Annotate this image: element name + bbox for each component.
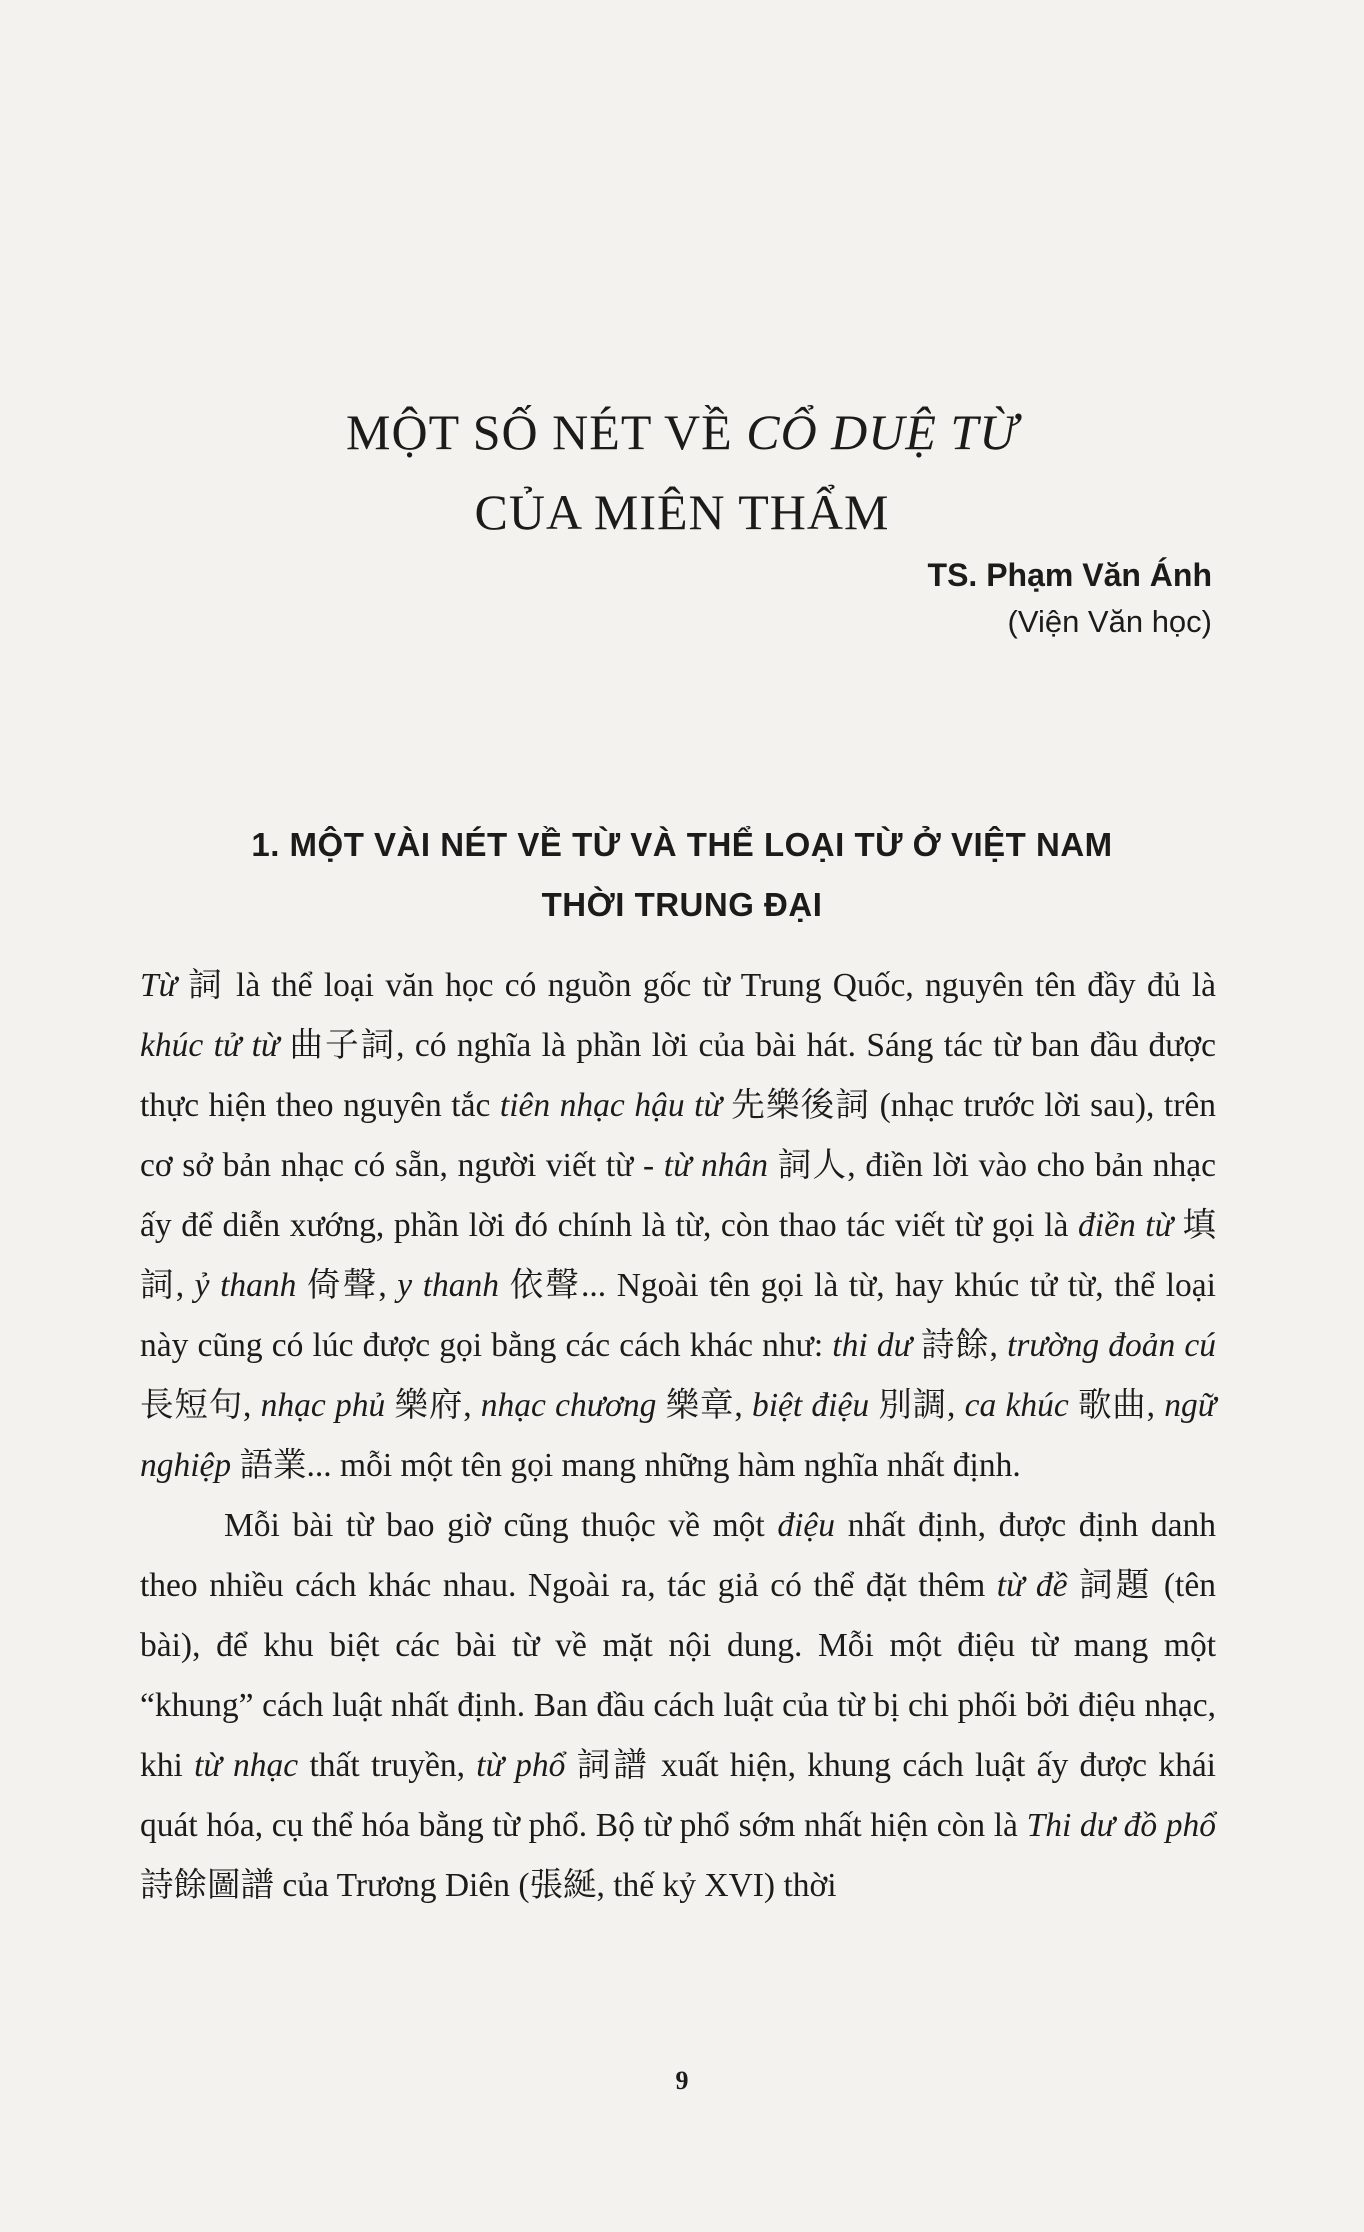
text-run: 曲子詞, có nghĩa là phần lời của bài hát. Sáng tác từ ban đầu được thực hiện theo nguyên tắc <box>140 1027 1216 1124</box>
text-run: 詞人, điền lời vào cho bản nhạc ấy để diễn xướng, phần lời đó chính là từ, còn thao tác viết từ gọi là <box>140 1147 1216 1244</box>
title-italic: CỔ DUỆ TỪ <box>746 404 1018 460</box>
text-run: 樂府, <box>385 1387 481 1424</box>
text-run: 先樂後詞 (nhạc trước lời sau), trên cơ sở bản nhạc có sẵn, người viết từ - <box>140 1087 1217 1184</box>
italic-term: ca khúc <box>964 1387 1069 1424</box>
italic-term: từ đề <box>996 1567 1068 1604</box>
italic-term: điền từ <box>1078 1207 1173 1244</box>
italic-term: từ phổ <box>476 1747 566 1784</box>
text-run: 詩餘, <box>911 1327 1008 1364</box>
text-run: Mỗi bài từ bao giờ cũng thuộc về một <box>224 1507 778 1544</box>
text-run: 詞題 (tên bài), để khu biệt các bài từ về mặt nội dung. Mỗi một điệu từ mang một “khung” cách luật nhất định. Ban đầu cách luật của từ bị chi phối bởi điệu nhạc, khi <box>140 1567 1216 1784</box>
author-name: TS. Phạm Văn Ánh <box>927 557 1212 593</box>
italic-term: y thanh <box>397 1267 500 1304</box>
italic-term: từ nhân <box>663 1147 769 1184</box>
section-heading-line-2: THỜI TRUNG ĐẠI <box>541 886 823 923</box>
text-run: 詞 là thể loại văn học có nguồn gốc từ Trung Quốc, nguyên tên đầy đủ là <box>176 967 1216 1004</box>
paragraph <box>140 956 1216 1496</box>
italic-term: thi dư <box>832 1327 912 1364</box>
italic-term: Thi dư đồ phổ <box>1026 1807 1216 1844</box>
section-heading <box>0 815 1364 935</box>
text-run: 詞譜 xuất hiện, khung cách luật ấy được khái quát hóa, cụ thể hóa bằng từ phổ. Bộ từ phổ sớm nhất hiện còn là <box>140 1747 1216 1844</box>
text-run: 樂章, <box>656 1387 752 1424</box>
paragraph <box>140 1496 1216 1916</box>
author-block <box>928 552 1212 646</box>
text-run: 詩餘圖譜 của Trương Diên (張綖, thế kỷ XVI) thời <box>140 1867 837 1904</box>
italic-term: Từ <box>140 967 177 1004</box>
title-line-1: MỘT SỐ NÉT VỀ CỔ DUỆ TỪ <box>346 404 1018 460</box>
text-run: thất truyền, <box>298 1747 477 1784</box>
text-run: 別調, <box>869 1387 965 1424</box>
text-run: 依聲... Ngoài tên gọi là từ, hay khúc tử từ, thể loại này cũng có lúc được gọi bằng các cách khác như: <box>140 1267 1216 1364</box>
italic-term: ỷ thanh <box>194 1267 297 1304</box>
italic-term: biệt điệu <box>751 1387 870 1424</box>
author-affiliation: (Viện Văn học) <box>1007 604 1212 639</box>
section-heading-line-1: 1. MỘT VÀI NÉT VỀ TỪ VÀ THỂ LOẠI TỪ Ở VIỆT NAM <box>251 826 1113 863</box>
italic-term: khúc tử từ <box>140 1027 280 1064</box>
title-line-2: CỦA MIÊN THẨM <box>474 484 890 540</box>
text-run: nhất định, được định danh theo nhiều cách khác nhau. Ngoài ra, tác giả có thể đặt thêm <box>140 1507 1217 1604</box>
italic-term: ngữ nghiệp <box>140 1387 1217 1484</box>
italic-term: trường đoản cú <box>1007 1327 1216 1364</box>
text-run: 歌曲, <box>1068 1387 1165 1424</box>
article-title <box>0 392 1364 552</box>
page-number: 9 <box>675 2066 689 2095</box>
italic-term: điệu <box>777 1507 836 1544</box>
text-run: 語業... mỗi một tên gọi mang những hàm nghĩa nhất định. <box>231 1447 1021 1484</box>
italic-term: từ nhạc <box>194 1747 299 1784</box>
text-run: 填詞, <box>140 1207 1217 1304</box>
italic-term: nhạc chương <box>480 1387 657 1424</box>
italic-term: tiên nhạc hậu từ <box>499 1087 722 1124</box>
body-text <box>140 956 1216 1916</box>
italic-term: nhạc phủ <box>260 1387 386 1424</box>
text-run: 長短句, <box>140 1387 261 1424</box>
text-run: 倚聲, <box>296 1267 398 1304</box>
